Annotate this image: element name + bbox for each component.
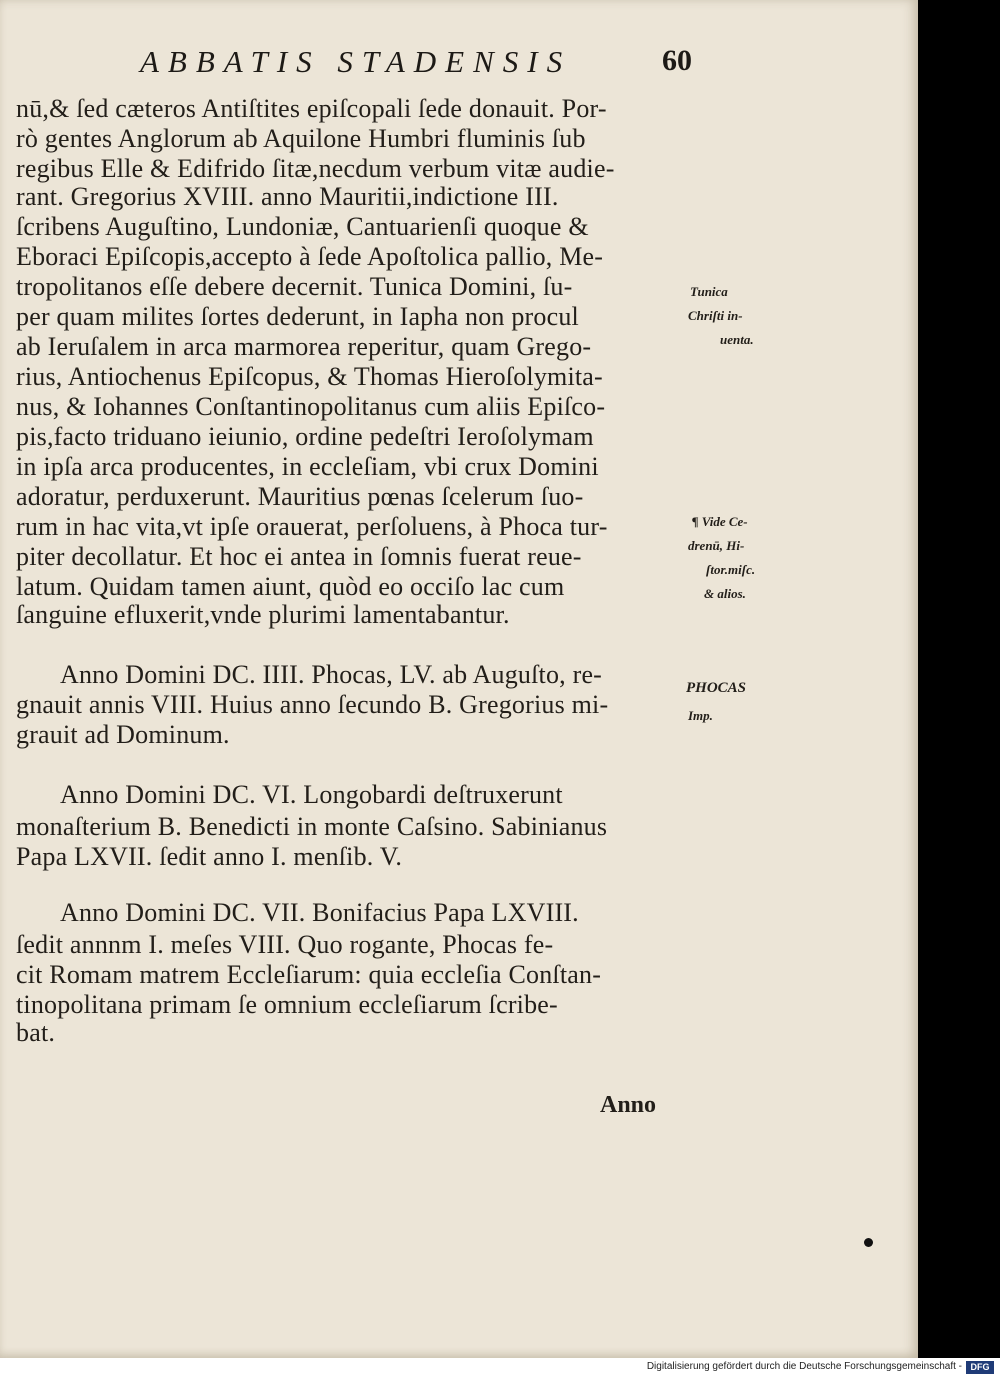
text-line: Anno Domini DC. VI. Longobardi deſtruxerunt [60, 780, 563, 809]
text-line: tropolitanos eſſe debere decernit. Tunica Domini, ſu- [16, 272, 573, 301]
dfg-logo: DFG [966, 1361, 994, 1374]
marginal-note: & alios. [704, 586, 746, 601]
text-line: nus, & Iohannes Conſtantinopolitanus cum aliis Epiſco- [16, 392, 606, 421]
text-line: latum. Quidam tamen aiunt, quòd eo occiſo lac cum [16, 572, 565, 601]
marginal-note: PHOCAS [686, 680, 747, 696]
running-title: ABBATIS STADENSIS [140, 44, 572, 79]
marginal-note: uenta. [720, 332, 754, 347]
marginal-note: ſtor.miſc. [706, 562, 756, 577]
funding-notice: Digitalisierung gefördert durch die Deutsche Forschungsgemeinschaft - [646, 1361, 962, 1372]
text-line: regibus Elle & Edifrido ſitæ,necdum verbum vitæ audie- [16, 154, 615, 183]
text-line: ſedit annnm I. meſes VIII. Quo rogante, Phocas fe- [16, 930, 554, 959]
text-line: Anno Domini DC. IIII. Phocas, LV. ab Auguſto, re- [60, 660, 603, 689]
text-line: ſanguine efluxerit,vnde plurimi lamentabantur. [16, 600, 510, 629]
text-line: monaſterium B. Benedicti in monte Caſsino. Sabinianus [16, 812, 608, 841]
text-line: adoratur, perduxerunt. Mauritius pœnas ſcelerum ſuo- [16, 482, 584, 511]
marginal-note: ¶ Vide Ce- [692, 514, 748, 529]
text-line: ab Ieruſalem in arca marmorea reperitur, quam Grego- [16, 332, 592, 361]
text-line: rò gentes Anglorum ab Aquilone Humbri fluminis ſub [16, 124, 586, 153]
text-line: nū,& ſed cæteros Antiſtites epiſcopali ſede donauit. Por- [16, 94, 607, 123]
marginal-note: drenū, Hi- [688, 538, 745, 553]
text-line: cit Romam matrem Eccleſiarum: quia eccleſia Conſtan- [16, 960, 602, 989]
text-line: Papa LXVII. ſedit anno I. menſib. V. [16, 842, 403, 871]
text-line: rant. Gregorius XVIII. anno Mauritii,indictione III. [16, 182, 559, 211]
text-line: ſcribens Auguſtino, Lundoniæ, Cantuarienſi quoque & [16, 212, 589, 241]
text-line: rius, Antiochenus Epiſcopus, & Thomas Hieroſolymita- [16, 362, 603, 391]
text-line: gnauit annis VIII. Huius anno ſecundo B. Gregorius mi- [16, 690, 609, 719]
marginal-note: Chriſti in- [688, 308, 743, 323]
text-line: Eboraci Epiſcopis,accepto à ſede Apoſtolica pallio, Me- [16, 242, 604, 271]
ink-spot [864, 1238, 873, 1247]
text-line: pis,facto triduano ieiunio, ordine pedeſtri Ieroſolymam [16, 422, 594, 451]
text-line: grauit ad Dominum. [16, 720, 230, 749]
text-line: bat. [16, 1018, 56, 1047]
text-line: Anno Domini DC. VII. Bonifacius Papa LXVIII. [60, 898, 579, 927]
catchword: Anno [600, 1092, 657, 1118]
marginal-note: Tunica [690, 284, 728, 299]
text-line: rum in hac vita,vt ipſe orauerat, perſoluens, à Phoca tur- [16, 512, 608, 541]
text-line: in ipſa arca producentes, in eccleſiam, vbi crux Domini [16, 452, 599, 481]
footer-bar [0, 1358, 1000, 1378]
text-line: piter decollatur. Et hoc ei antea in ſomnis fuerat reue- [16, 542, 582, 571]
text-line: per quam milites ſortes dederunt, in Iapha non procul [16, 302, 579, 331]
text-line: tinopolitana primam ſe omnium eccleſiarum ſcribe- [16, 990, 558, 1019]
marginal-note: Imp. [688, 708, 713, 723]
page-number: 60 [662, 44, 692, 77]
